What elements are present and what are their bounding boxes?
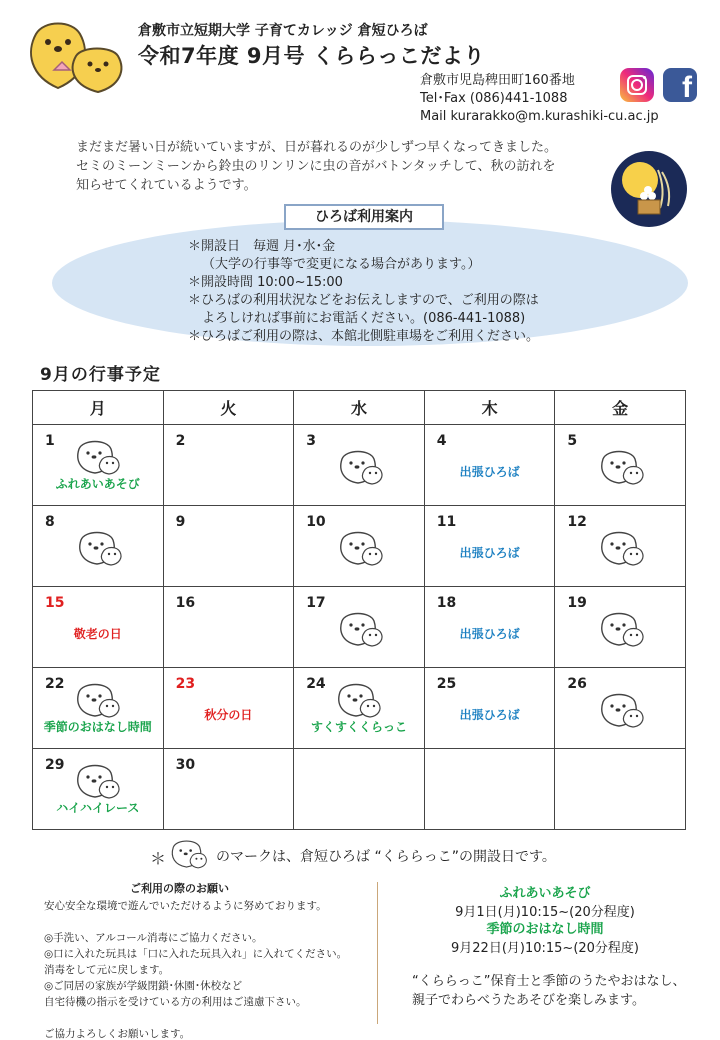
description-line: “くららっこ”保育士と季節のうたやおはなし、: [412, 974, 686, 989]
email: Mail kurarakko@m.kurashiki-cu.ac.jp: [420, 109, 659, 124]
day-number: 26: [567, 676, 587, 692]
program-seasonal-story: [395, 918, 695, 956]
calendar-day-23: [163, 668, 294, 749]
guide-line: ＊ひろばご利用の際は、本館北側駐車場をご利用ください。: [188, 329, 540, 344]
moon-viewing-illustration: [610, 150, 688, 228]
calendar-week-row: [33, 506, 686, 587]
event-label: 出張ひろば: [459, 627, 520, 641]
otter-mark-icon: [599, 609, 645, 647]
day-number: 9: [175, 514, 186, 530]
address: 倉敷市児島稗田町160番地: [420, 73, 575, 88]
note-line: 自宅待機の指示を受けている方の利用はご遠慮下さい。: [44, 996, 307, 1008]
calendar-day-15: [33, 587, 164, 668]
calendar-day-29: [33, 749, 164, 830]
otter-mark-icon: [75, 437, 121, 475]
mark-legend-asterisk: ＊: [150, 849, 167, 868]
day-number: 8: [45, 514, 55, 530]
calendar-day-4: [424, 425, 555, 506]
calendar-day-9: [163, 506, 294, 587]
calendar-week-row: [33, 587, 686, 668]
event-label: すくすくくらっこ: [310, 720, 407, 734]
calendar-empty-cell: [294, 749, 425, 830]
day-number: 18: [436, 595, 457, 611]
otter-mark-icon: [170, 836, 208, 870]
calendar-day-1: [33, 425, 164, 506]
event-label: ふれあいあそび: [55, 477, 140, 491]
event-label: 敬老の日: [73, 627, 122, 641]
program-detail: 9月22日(月)10:15~(20分程度): [451, 941, 639, 956]
calendar-day-25: [424, 668, 555, 749]
note-line: [44, 1010, 347, 1026]
event-label: 出張ひろば: [459, 708, 520, 722]
note-line: ご協力よろしくお願いします。: [44, 1028, 191, 1040]
day-number: 1: [45, 433, 55, 449]
otter-mark-icon: [599, 528, 645, 566]
kurarakko-logo: [18, 12, 128, 94]
note-line: 消毒をして元に戻します。: [44, 964, 170, 976]
program-description: [412, 972, 685, 1010]
calendar-day-24: [294, 668, 425, 749]
calendar-day-5: [555, 425, 686, 506]
calendar-week-row: [33, 749, 686, 830]
program-title: 季節のおはなし時間: [486, 922, 604, 937]
day-number: 16: [175, 595, 196, 611]
event-label: 出張ひろば: [459, 465, 520, 479]
otter-mark-icon: [599, 690, 645, 728]
weekday-header: 月: [33, 391, 164, 425]
day-number: 12: [567, 514, 587, 530]
guide-line: ＊ひろばの利用状況などをお伝えしますので、ご利用の際は: [188, 293, 539, 308]
day-number: 25: [436, 676, 457, 692]
day-number: 4: [436, 433, 447, 449]
calendar-day-18: [424, 587, 555, 668]
usage-guide: [188, 238, 539, 346]
guide-line: ＊開設日 毎週 月･水･金: [188, 239, 336, 254]
day-number: 3: [306, 433, 316, 449]
day-number: 11: [436, 514, 457, 530]
calendar-day-19: [555, 587, 686, 668]
otter-mark-icon: [338, 447, 384, 485]
event-label: ハイハイレース: [56, 801, 140, 815]
otter-mark-icon: [599, 447, 645, 485]
day-number: 17: [306, 595, 326, 611]
weekday-header: 火: [163, 391, 294, 425]
calendar-day-8: [33, 506, 164, 587]
day-number: 19: [567, 595, 587, 611]
note-line: ◎ご同居の家族が学級閉鎖･休園･休校など: [44, 980, 243, 992]
weekday-header: 木: [424, 391, 555, 425]
calendar-day-17: [294, 587, 425, 668]
note-line: ◎手洗い、アルコール消毒にご協力ください。: [44, 932, 263, 944]
day-number: 5: [567, 433, 578, 449]
intro-line: まだまだ暑い日が続いていますが、日が暮れるのが少しずつ早くなってきました。: [76, 140, 558, 155]
note-line: 安心安全な環境で遊んでいただけるように努めております。: [44, 900, 327, 912]
otter-mark-icon: [75, 761, 121, 799]
calendar-empty-cell: [424, 749, 555, 830]
weekday-header: 金: [555, 391, 686, 425]
day-number: 15: [45, 595, 65, 611]
calendar-title: 9月の行事予定: [40, 365, 161, 385]
otter-mark-icon: [75, 680, 121, 718]
newsletter-title: 令和7年度 9月号 くららっこだより: [138, 44, 485, 68]
calendar-day-11: [424, 506, 555, 587]
otter-mark-icon: [77, 528, 123, 566]
calendar-day-3: [294, 425, 425, 506]
day-number: 22: [45, 676, 65, 692]
event-label: 秋分の日: [204, 708, 253, 722]
program-detail: 9月1日(月)10:15~(20分程度): [455, 905, 635, 920]
weekday-header-row: [33, 391, 686, 425]
note-line: ◎口に入れた玩具は「口に入れた玩具入れ」に入れてください。: [44, 948, 348, 960]
facebook-icon[interactable]: f: [663, 68, 697, 102]
divider: [377, 882, 378, 1024]
intro-line: 知らせてくれているようです。: [76, 178, 257, 193]
description-line: 親子でわらべうたあそびを楽しみます。: [412, 993, 645, 1008]
notes-title: ご利用の際のお願い: [130, 882, 229, 895]
calendar-week-row: [33, 668, 686, 749]
organization-name: 倉敷市立短期大学 子育てカレッジ 倉短ひろば: [138, 23, 428, 39]
calendar-week-row: [33, 425, 686, 506]
program-title: ふれあいあそび: [499, 886, 591, 901]
guide-line: ＊開設時間 10:00~15:00: [188, 275, 343, 290]
event-calendar: [32, 390, 686, 830]
note-line: [44, 914, 347, 930]
program-ふれあいあそび: [395, 882, 695, 920]
day-number: 2: [175, 433, 186, 449]
calendar-day-10: [294, 506, 425, 587]
otter-mark-icon: [338, 609, 384, 647]
otter-mark-icon: [336, 680, 382, 718]
otter-mark-icon: [338, 528, 384, 566]
instagram-icon[interactable]: [620, 68, 654, 102]
usage-guide-title: ひろば利用案内: [284, 204, 444, 230]
event-label: 出張ひろば: [459, 546, 520, 560]
mark-legend-text: のマークは、倉短ひろば “くららっこ”の開設日です。: [216, 849, 556, 865]
event-label: 季節のおはなし時間: [43, 720, 152, 734]
weekday-header: 水: [294, 391, 425, 425]
calendar-day-26: [555, 668, 686, 749]
day-number: 30: [175, 757, 196, 773]
calendar-day-22: [33, 668, 164, 749]
guide-line: よろしければ事前にお電話ください。(086-441-1088): [202, 311, 526, 326]
intro-text: [76, 138, 606, 195]
day-number: 24: [306, 676, 326, 692]
intro-line: セミのミーンミーンから鈴虫のリンリンに虫の音がバトンタッチして、秋の訪れを: [76, 159, 556, 174]
calendar-day-12: [555, 506, 686, 587]
day-number: 23: [175, 676, 196, 692]
calendar-day-16: [163, 587, 294, 668]
usage-notes: [44, 898, 347, 1040]
calendar-empty-cell: [555, 749, 686, 830]
day-number: 29: [45, 757, 65, 773]
calendar-day-2: [163, 425, 294, 506]
tel-fax: Tel･Fax (086)441-1088: [420, 91, 568, 106]
calendar-day-30: [163, 749, 294, 830]
day-number: 10: [306, 514, 326, 530]
guide-line: （大学の行事等で変更になる場合があります。）: [202, 257, 481, 272]
